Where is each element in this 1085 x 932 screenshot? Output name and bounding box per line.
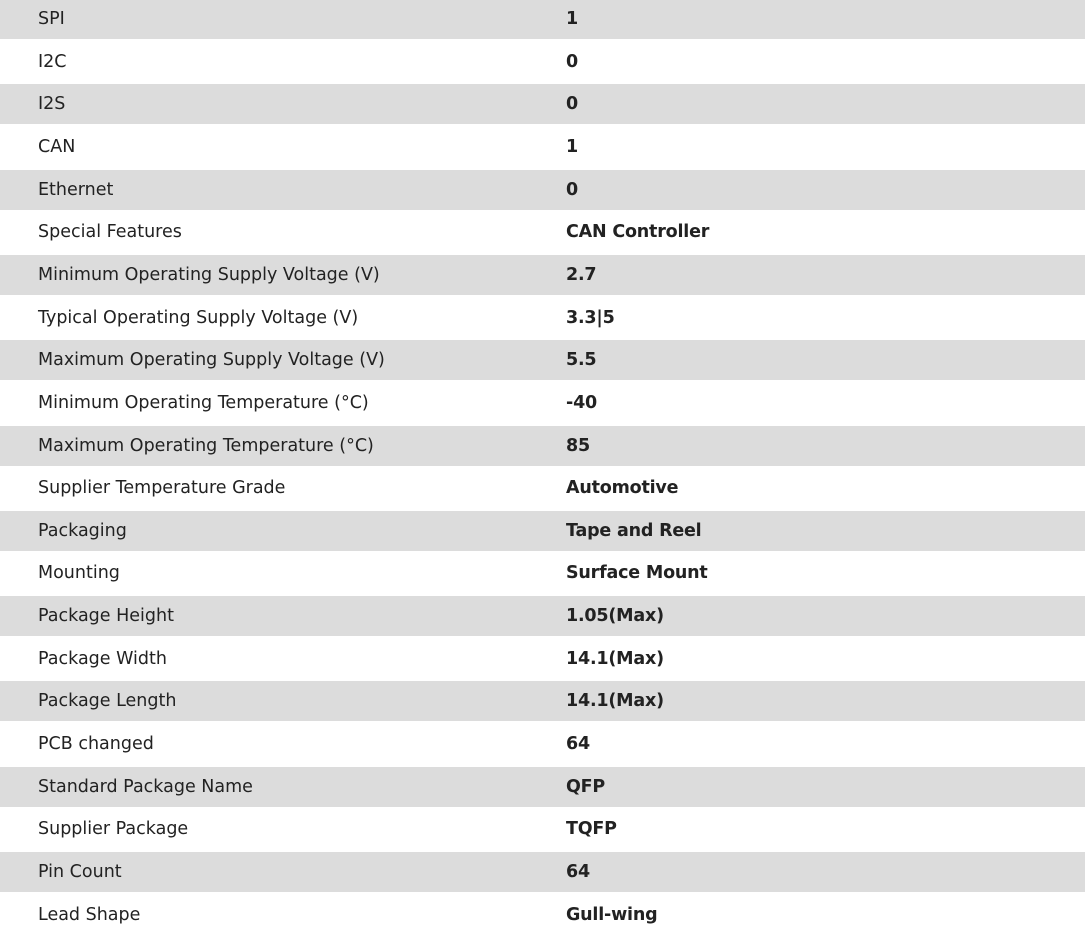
spec-row: [0, 724, 1085, 764]
spec-label: Typical Operating Supply Voltage (V): [38, 307, 359, 328]
spec-label: I2S: [38, 94, 66, 115]
spec-row: [0, 127, 1085, 167]
spec-row: [0, 42, 1085, 82]
spec-row: [0, 84, 1085, 124]
spec-label: Mounting: [38, 563, 120, 584]
spec-label: Minimum Operating Supply Voltage (V): [38, 264, 380, 285]
spec-label: Supplier Temperature Grade: [38, 478, 286, 499]
spec-label: Package Height: [38, 606, 174, 627]
spec-value: 64: [566, 862, 590, 882]
spec-label: Maximum Operating Temperature (°C): [38, 435, 374, 456]
spec-value: 1: [566, 9, 578, 29]
spec-value: Tape and Reel: [566, 520, 702, 541]
spec-row: [0, 895, 1085, 932]
spec-label: Ethernet: [38, 179, 114, 200]
spec-label: Supplier Package: [38, 819, 189, 840]
spec-label: Pin Count: [38, 862, 122, 882]
spec-row: [0, 767, 1085, 807]
spec-value: 5.5: [566, 350, 597, 371]
spec-row: [0, 639, 1085, 679]
spec-row: [0, 340, 1085, 380]
spec-label: Package Length: [38, 691, 177, 712]
spec-label: Standard Package Name: [38, 776, 253, 797]
spec-row: [0, 809, 1085, 849]
spec-label: Maximum Operating Supply Voltage (V): [38, 350, 385, 371]
spec-value: Surface Mount: [566, 563, 708, 584]
spec-value: TQFP: [566, 819, 617, 840]
spec-value: QFP: [566, 776, 606, 797]
spec-row: [0, 852, 1085, 892]
spec-value: 2.7: [566, 264, 597, 285]
spec-label: CAN: [38, 136, 76, 157]
spec-value: 0: [566, 51, 578, 72]
spec-value: 0: [566, 179, 578, 200]
spec-row: [0, 553, 1085, 593]
spec-row: [0, 426, 1085, 466]
spec-label: SPI: [38, 9, 65, 29]
spec-row: [0, 212, 1085, 252]
spec-row: [0, 298, 1085, 338]
spec-row: [0, 383, 1085, 423]
spec-value: 64: [566, 734, 590, 754]
spec-value: Gull-wing: [566, 904, 658, 925]
spec-value: CAN Controller: [566, 222, 710, 243]
spec-label: Minimum Operating Temperature (°C): [38, 392, 369, 413]
spec-label: PCB changed: [38, 734, 154, 754]
spec-value: 85: [566, 435, 590, 456]
spec-value: 0: [566, 94, 578, 115]
spec-row: [0, 255, 1085, 295]
spec-row: [0, 681, 1085, 721]
spec-value: 3.3|5: [566, 307, 615, 328]
spec-row: [0, 170, 1085, 210]
spec-label: I2C: [38, 51, 67, 72]
spec-label: Special Features: [38, 222, 182, 243]
spec-value: 1: [566, 136, 578, 157]
spec-value: 14.1(Max): [566, 648, 664, 669]
spec-value: 14.1(Max): [566, 691, 664, 712]
spec-row: [0, 468, 1085, 508]
spec-value: 1.05(Max): [566, 606, 664, 627]
spec-label: Lead Shape: [38, 904, 141, 925]
spec-row: [0, 511, 1085, 551]
spec-label: Packaging: [38, 520, 127, 541]
spec-value: -40: [566, 392, 598, 413]
spec-row: [0, 596, 1085, 636]
spec-row: [0, 0, 1085, 39]
spec-value: Automotive: [566, 478, 679, 499]
spec-label: Package Width: [38, 648, 167, 669]
